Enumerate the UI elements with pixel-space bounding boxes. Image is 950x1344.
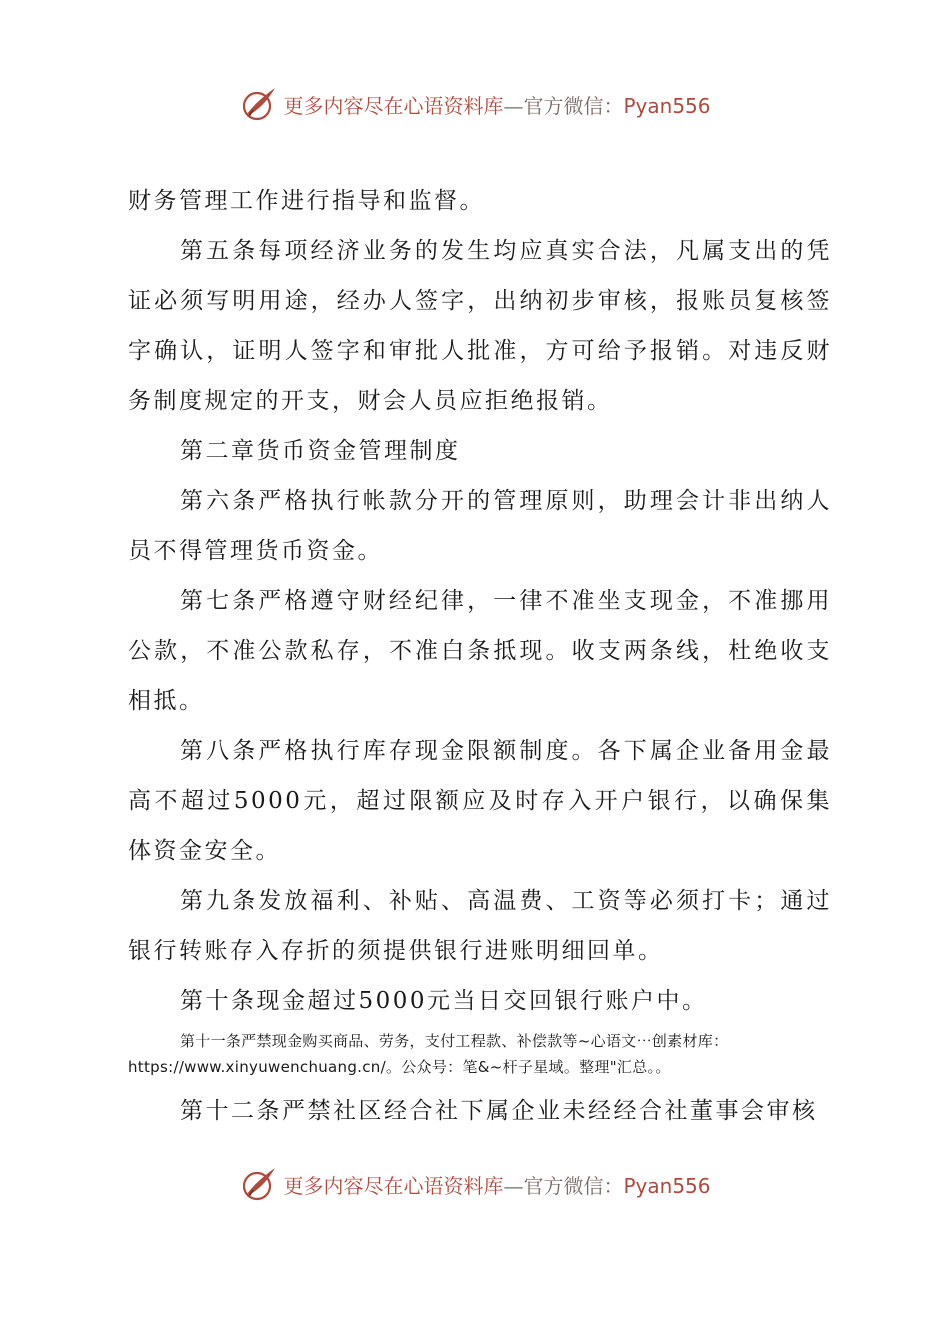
paragraph-article-12: 第十二条严禁社区经合社下属企业未经经合社董事会审核 [180,1098,818,1124]
chapter-heading: 第二章货币资金管理制度 [180,438,461,464]
banner-wechat-label: —官方微信： [503,93,624,118]
banner-site-name: 更多内容尽在心语资料库 [283,1173,504,1198]
banner-wechat-label: —官方微信： [503,1173,624,1198]
footer-banner [0,1162,950,1206]
paragraph-article-7: 第七条严格遵守财经纪律，一律不准坐支现金，不准挪用公款，不准公款私存，不准白条抵现。收支两条线，杜绝收支相抵。 [128,588,832,714]
paragraph-article-8: 第八条严格执行库存现金限额制度。各下属企业备用金最高不超过5000元，超过限额应及时存入开户银行，以确保集体资金安全。 [128,738,832,864]
banner-wechat-id: Pyan556 [623,1173,711,1198]
paragraph-article-9: 第九条发放福利、补贴、高温费、工资等必须打卡；通过银行转账存入存折的须提供银行进账明细回单。 [128,888,832,964]
banner-wechat-id: Pyan556 [623,93,711,118]
document-body [128,176,832,1136]
small-note-line-1: 第十一条严禁现金购买商品、劳务，支付工程款、补偿款等~心语文⋯创素材库： [180,1032,729,1050]
paragraph-article-5: 第五条每项经济业务的发生均应真实合法，凡属支出的凭证必须写明用途，经办人签字，出纳初步审核，报账员复核签字确认，证明人签字和审批人批准，方可给予报销。对违反财务制度规定的开支，财会人员应拒绝报销。 [128,238,832,414]
small-note [128,1028,832,1080]
header-banner [0,82,950,126]
small-note-line-2: https://www.xinyuwenchuang.cn/。公众号：笔&~杆子星域。整理"汇总。。 [128,1058,671,1076]
paragraph-article-10: 第十条现金超过5000元当日交回银行账户中。 [180,988,708,1014]
paragraph-0: 财务管理工作进行指导和监督。 [128,188,485,214]
banner-site-name: 更多内容尽在心语资料库 [283,93,504,118]
banner-text [283,1170,710,1199]
quill-pen-logo-icon [239,84,279,124]
paragraph-article-6: 第六条严格执行帐款分开的管理原则，助理会计非出纳人员不得管理货币资金。 [128,488,832,564]
banner-text [283,90,710,119]
quill-pen-logo-icon [239,1164,279,1204]
